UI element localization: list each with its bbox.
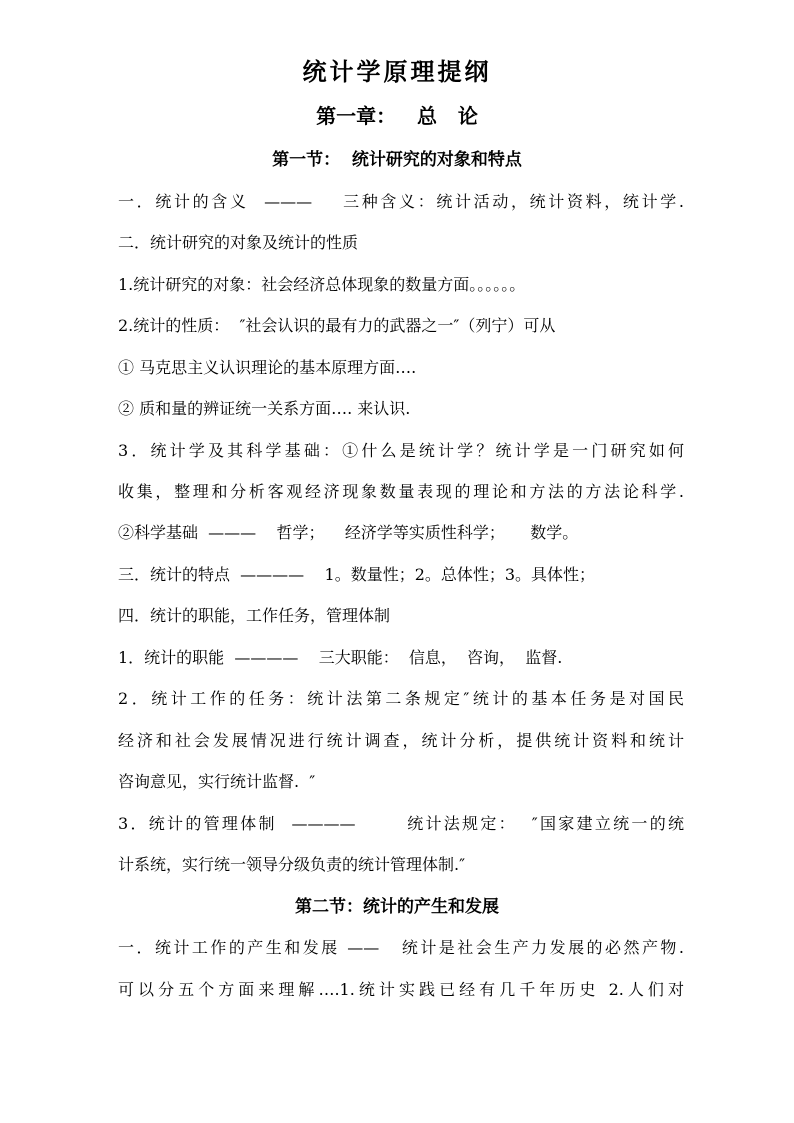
paragraph-line: ① 马克思主义认识理论的基本原理方面…. bbox=[118, 358, 417, 377]
paragraph-line: 1．统计的职能 ———— 三大职能： 信息， 咨询， 监督. bbox=[118, 648, 563, 667]
paragraph-line: ②科学基础 ——— 哲学； 经济学等实质性科学； 数学。 bbox=[118, 523, 579, 542]
paragraph-line: 四．统计的职能，工作任务，管理体制 bbox=[118, 606, 391, 625]
paragraph-line: ② 质和量的辨证统一关系方面…. 来认识. bbox=[118, 399, 411, 418]
paragraph-line: 收集，整理和分析客观经济现象数量表现的理论和方法的方法论科学. bbox=[118, 482, 684, 501]
paragraph-line: 一．统计工作的产生和发展 —— 统计是社会生产力发展的必然产物. bbox=[118, 938, 684, 957]
paragraph-line: 3．统计的管理体制 ———— 统计法规定： ″国家建立统一的统 bbox=[118, 814, 684, 833]
paragraph-line: 三．统计的特点 ———— 1。数量性；2。总体性；3。具体性； bbox=[118, 565, 596, 584]
section-heading-2: 第二节：统计的产生和发展 bbox=[295, 897, 499, 917]
paragraph-line: 咨询意见，实行统计监督. ″ bbox=[118, 772, 316, 791]
paragraph-line: 计系统，实行统一领导分级负责的统计管理体制.″ bbox=[118, 855, 466, 874]
paragraph-line: 二．统计研究的对象及统计的性质 bbox=[118, 233, 359, 252]
document-title: 统计学原理提纲 bbox=[302, 57, 492, 86]
paragraph-line: 可以分五个方面来理解….1.统计实践已经有几千年历史 2.人们对 bbox=[118, 980, 684, 999]
paragraph-line: 1.统计研究的对象：社会经济总体现象的数量方面。。。。。。 bbox=[118, 275, 526, 294]
paragraph-line: 一．统计的含义 ——— 三种含义：统计活动，统计资料，统计学. bbox=[118, 192, 684, 211]
paragraph-line: 2．统计工作的任务：统计法第二条规定″统计的基本任务是对国民 bbox=[118, 689, 684, 708]
section-heading-1: 第一节： 统计研究的对象和特点 bbox=[272, 150, 522, 170]
paragraph-line: 经济和社会发展情况进行统计调查，统计分析，提供统计资料和统计 bbox=[118, 731, 684, 750]
chapter-heading: 第一章： 总 论 bbox=[316, 104, 478, 128]
paragraph-line: 3．统计学及其科学基础：①什么是统计学？统计学是一门研究如何 bbox=[118, 441, 684, 460]
paragraph-line: 2.统计的性质： ″社会认识的最有力的武器之一″（列宁）可从 bbox=[118, 316, 556, 335]
